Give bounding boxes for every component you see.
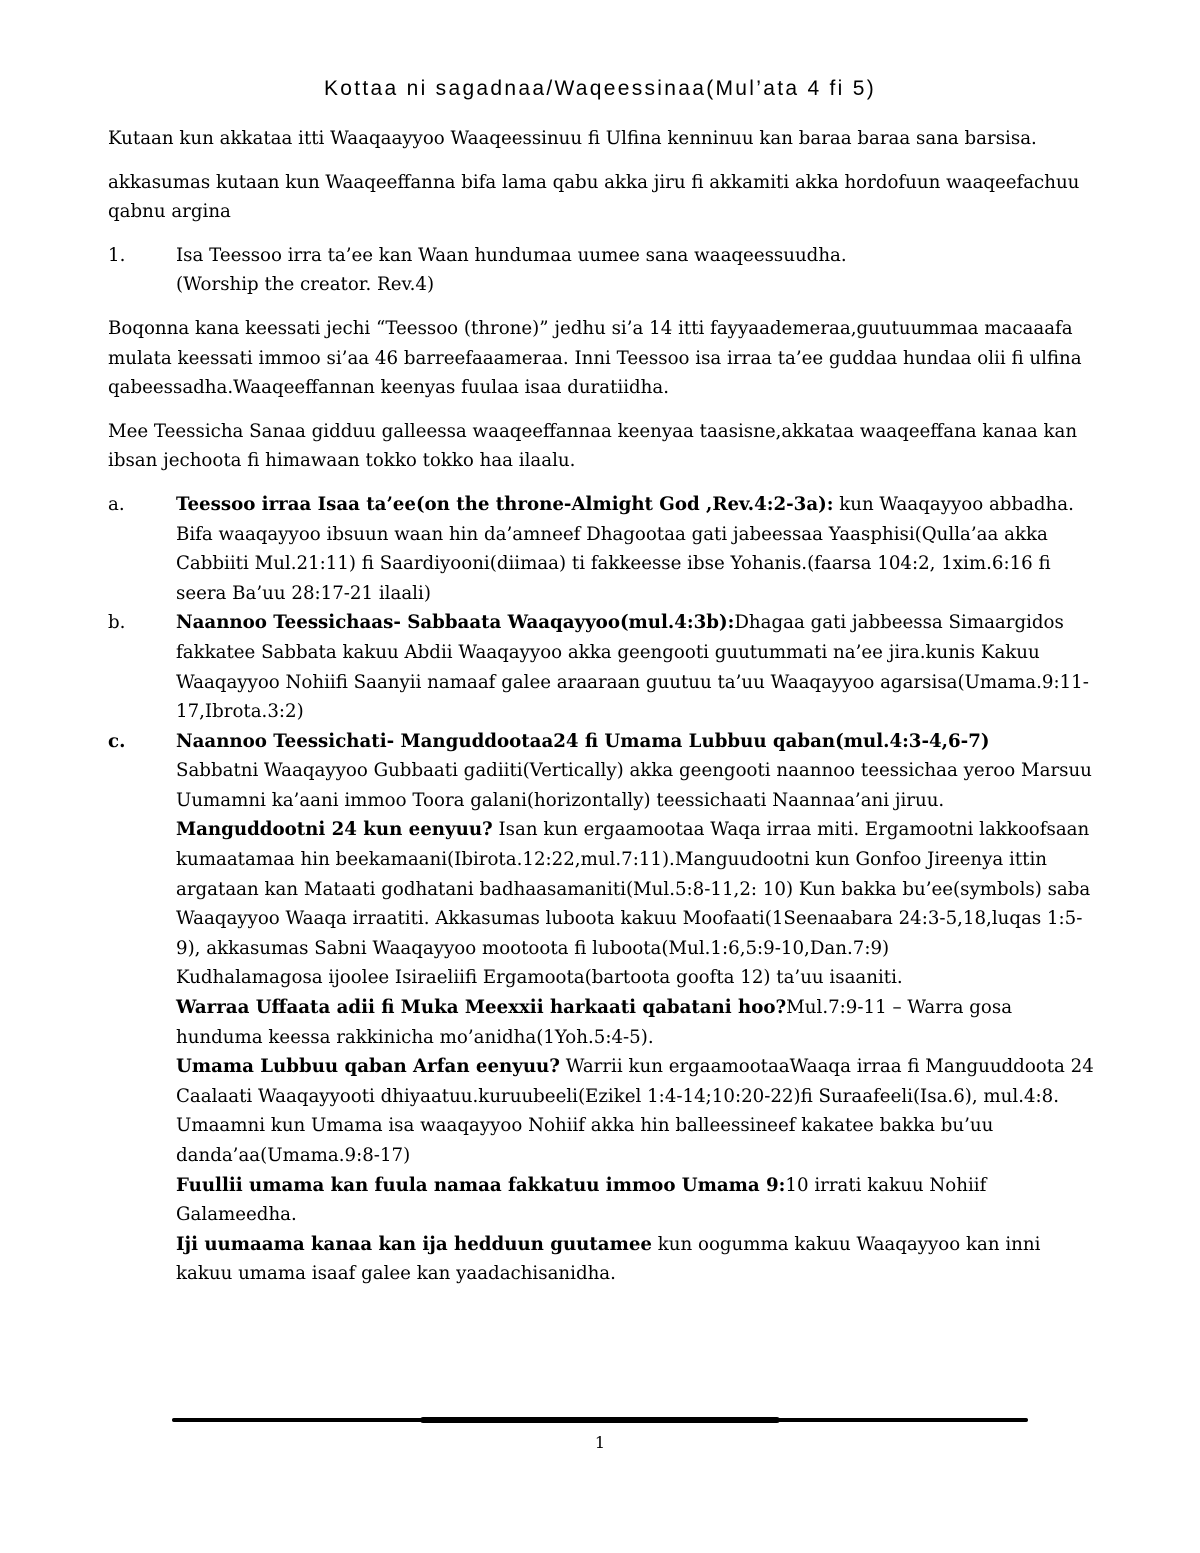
item-heading: Teessoo irraa Isaa ta’ee(on the throne-Almight God ,Rev.4:2-3a): (176, 493, 834, 515)
item-text: Dhagaa gati jabbeessa Simaargidos fakkatee Sabbata kakuu Abdii Waaqayyoo akka geengooti guutummati na’ee jira.kunis Kakuu Waaqayyoo Nohiifi Saanyii namaaf galee araaraan guutuu ta’uu Waaqayyoo agarsisa(Umama.9:11-17,Ibrota.3:2) (176, 612, 1089, 723)
statement-many-eyes (176, 1230, 1098, 1289)
list-item-a (108, 490, 1098, 608)
question-text: Warrii kun ergaamootaaWaaqa irraa fi Manguuddoota 24 Caalaati Waaqayyooti dhiyaatuu.kuruubeeli(Ezikel 1:4-14;10:20-22)fi Suraafeeli(Isa.6), mul.4:8. Umaamni kun Umama isa waaqayyoo Nohiif akka hin balleessineef kakatee bakka bu’uu danda’aa(Umama.9:8-17) (176, 1056, 1094, 1166)
statement-text: 10 irrati kakuu Nohiif Galameedha. (176, 1174, 987, 1226)
numbered-item-1 (108, 241, 1098, 300)
statement-heading: Fuullii umama kan fuula namaa fakkatuu immoo Umama 9: (176, 1174, 786, 1196)
item-heading: Naannoo Teessichati- Manguddootaa24 fi Umama Lubbuu qaban(mul.4:3-4,6-7) (176, 730, 990, 752)
question-living-creatures (176, 1052, 1098, 1170)
twelve-tribes-text: Kudhalamagosa ijoolee Isiraeliifi Ergamoota(bartoota goofta 12) ta’uu isaaniti. (176, 967, 903, 989)
list-item-content (176, 490, 1098, 608)
list-marker: a. (108, 493, 125, 515)
list-marker: c. (108, 730, 126, 752)
intro-paragraph-1: Kutaan kun akkataa itti Waaqaayyoo Waaqeessinuu fi Ulfina kenninuu kan baraa baraa sana barsisa. (108, 128, 1037, 149)
numbered-item-line-1: Isa Teessoo irra ta’ee kan Waan hundumaa uumee sana waaqeessuudha. (176, 244, 847, 266)
lettered-list (108, 490, 1098, 1289)
paragraph-boqonna: Boqonna kana keessati jechi “Teessoo (throne)” jedhu si’a 14 itti fayyaademeraa,guutuummaa macaaafa mulata keessati immoo si’aa 46 barreefaaameraa. Inni Teessoo isa irraa ta’ee guddaa hundaa olii fi ulfina qabeessadha.Waaqeeffannan keenyas fuulaa isaa duratiidha. (108, 317, 1082, 399)
list-item-b (108, 608, 1098, 726)
list-marker: b. (108, 612, 126, 634)
intro-paragraph-2: akkasumas kutaan kun Waaqeeffanna bifa lama qabu akka jiru fi akkamiti akka hordofuun waaqeefachuu qabnu argina (108, 171, 1080, 223)
statement-human-face (176, 1171, 1098, 1230)
question-heading: Warraa Uffaata adii fi Muka Meexxii harkaati qabatani hoo? (176, 997, 787, 1019)
question-white-robes (176, 993, 1098, 1052)
question-heading: Manguddootni 24 kun eenyuu? (176, 819, 493, 841)
question-text: Mul.7:9-11 – Warra gosa hunduma keessa rakkinicha mo’anidha(1Yoh.5:4-5). (176, 997, 1013, 1048)
question-elders (176, 815, 1098, 963)
document-body (108, 124, 1098, 1289)
statement-text: kun oogumma kakuu Waaqayyoo kan inni kakuu umama isaaf galee kan yaadachisanidha. (176, 1233, 1041, 1285)
paragraph-mee: Mee Teessicha Sanaa gidduu galleessa waaqeeffannaa keenyaa taasisne,akkataa waaqeeffana kanaa kan ibsan jechoota fi himawaan tokko tokko haa ilaalu. (108, 420, 1078, 472)
footer-divider-accent (420, 1417, 780, 1423)
item-text: Sabbatni Waaqayyoo Gubbaati gadiiti(Vertically) akka geengooti naannoo teessichaa yeroo Marsuu Uumamni ka’aani immoo Toora galani(horizontally) teessichaati Naannaa’ani jiruu. (176, 760, 1092, 811)
numbered-item-content (176, 241, 1098, 300)
document-title: Kottaa ni sagadnaa/Waqeessinaa(Mul’ata 4 fi 5) (323, 77, 877, 100)
question-heading: Umama Lubbuu qaban Arfan eenyuu? (176, 1056, 560, 1078)
item-text: kun Waaqayyoo abbadha. Bifa waaqayyoo ibsuun waan hin da’amneef Dhagootaa gati jabeessaa Yaasphisi(Qulla’aa akka Cabbiiti Mul.21:11) fi Saardiyooni(diimaa) ti fakkeesse ibse Yohanis.(faarsa 104:2, 1xim.6:16 fi seera Ba’uu 28:17-21 ilaali) (176, 493, 1074, 604)
list-item-content (176, 727, 1098, 1289)
list-marker: 1. (108, 244, 126, 266)
statement-heading: Iji uumaama kanaa kan ija hedduun guutamee (176, 1233, 652, 1255)
item-heading: Naannoo Teessichaas- Sabbaata Waaqayyoo(mul.4:3b): (176, 612, 735, 634)
numbered-item-line-2: (Worship the creator. Rev.4) (176, 274, 435, 296)
list-item-c (108, 727, 1098, 1289)
page-number: 1 (594, 1433, 606, 1452)
question-text: Isan kun ergaamootaa Waqa irraa miti. Ergamootni lakkoofsaan kumaatamaa hin beekamaani(Ibirota.12:22,mul.7:11).Manguudootni kun Gonfoo Jireenya ittin argataan kan Mataati godhatani badhaasamaniti(Mul.5:8-11,2: 10) Kun bakka bu’ee(symbols) saba Waaqayyoo Waaqa irraatiti. Akkasumas luboota kakuu Moofaati(1Seenaabara 24:3-5,18,luqas 1:5-9), akkasumas Sabni Waaqayyoo mootoota fi luboota(Mul.1:6,5:9-10,Dan.7:9) (176, 819, 1091, 959)
list-item-content (176, 608, 1098, 726)
